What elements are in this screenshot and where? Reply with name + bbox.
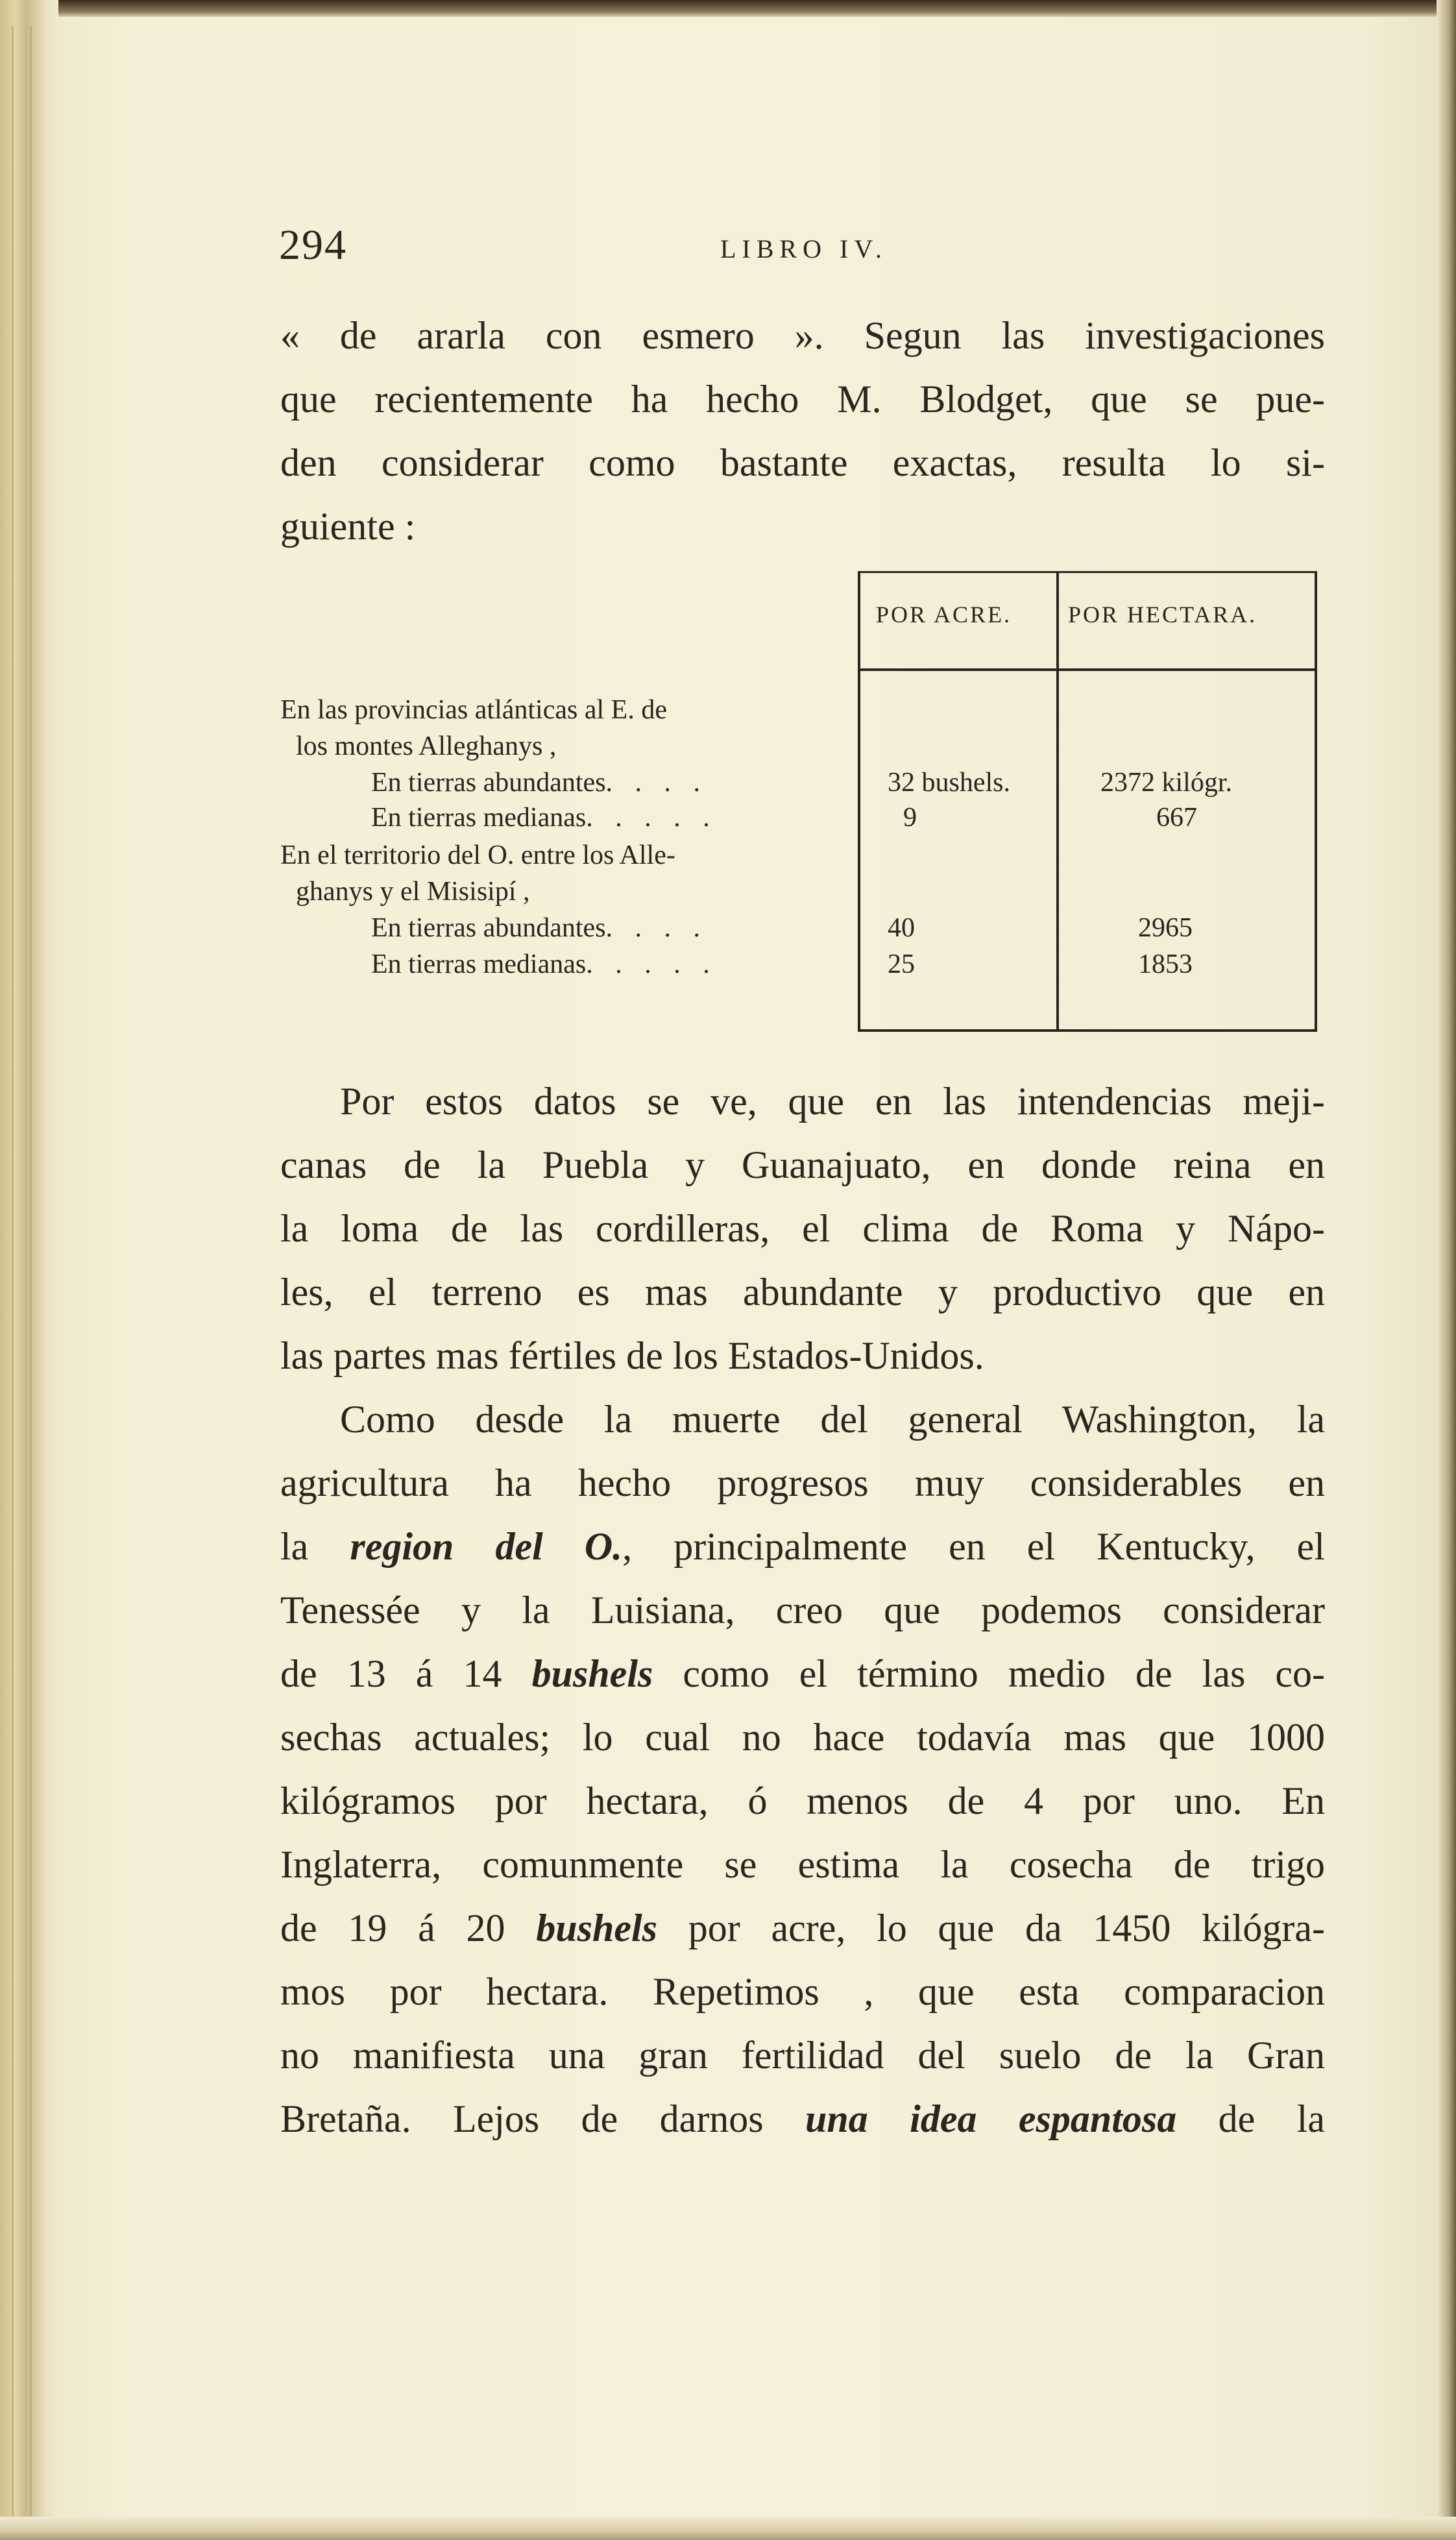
text-line: agricultura ha hecho progresos muy considerables en — [280, 1461, 1325, 1504]
cell-acre: 40 — [888, 913, 915, 943]
text-line: no manifiesta una gran fertilidad del suelo de la Gran — [280, 2034, 1325, 2077]
text-run: , principalmente en el Kentucky, el — [622, 1525, 1325, 1568]
row-label-text: En tierras medianas — [371, 949, 587, 979]
text-run: la — [280, 1525, 350, 1568]
text-line — [280, 1896, 1325, 1960]
text-run: Bretaña. Lejos de darnos — [280, 2097, 806, 2140]
page-bottom-edge — [0, 2517, 1456, 2540]
row-label-text: En tierras abundantes — [371, 768, 606, 798]
intro-paragraph — [280, 304, 1325, 558]
dot-leader: . . . . . — [586, 949, 718, 979]
book-gutter — [0, 0, 58, 2540]
text-run: como el término medio de las co- — [653, 1652, 1325, 1695]
cell-hectara: 2372 kilógr. — [1100, 768, 1233, 798]
row-label: En el territorio del O. entre los Alle- — [280, 840, 675, 870]
text-line: sechas actuales; lo cual no hace todavía mas que 1000 — [280, 1716, 1325, 1759]
text-line: Tenessée y la Luisiana, creo que podemos considerar — [280, 1589, 1325, 1631]
cell-acre: 9 — [903, 803, 917, 833]
text-line: guiente : — [280, 505, 416, 548]
text-line — [280, 1642, 1325, 1705]
text-line: mos por hectara. Repetimos , que esta comparacion — [280, 1970, 1325, 2013]
text-line: las partes mas fértiles de los Estados-Unidos. — [280, 1334, 984, 1377]
text-line — [280, 1515, 1325, 1578]
row-label — [371, 802, 718, 833]
cell-acre: 32 bushels. — [888, 768, 1010, 798]
text-line: la loma de las cordilleras, el clima de Roma y Nápo- — [280, 1207, 1325, 1250]
col-header-por-hectara: POR HECTARA. — [1068, 602, 1257, 628]
italic-run: bushels — [531, 1652, 653, 1695]
cell-hectara: 667 — [1156, 803, 1197, 833]
text-line — [280, 2087, 1325, 2151]
italic-run: una idea espantosa — [805, 2097, 1177, 2140]
text-run: de 19 á 20 — [280, 1907, 537, 1949]
cell-hectara: 2965 — [1138, 913, 1193, 943]
text-line: den considerar como bastante exactas, resulta lo si- — [280, 441, 1325, 484]
row-label-text: En tierras medianas — [371, 803, 587, 833]
running-head: LIBRO IV. — [720, 234, 888, 263]
page-header — [279, 221, 1330, 279]
yield-table — [280, 571, 1318, 1038]
row-label-text: En tierras abundantes — [371, 913, 606, 943]
row-label — [371, 767, 708, 798]
cell-acre: 25 — [888, 949, 915, 979]
row-label: los montes Alleghanys , — [296, 731, 557, 761]
gutter-line — [12, 26, 14, 2531]
cell-hectara: 1853 — [1138, 949, 1193, 979]
row-label — [371, 912, 708, 944]
col-header-por-acre: POR ACRE. — [876, 602, 1012, 628]
page-right-edge — [1437, 0, 1456, 2540]
text-run: por acre, lo que da 1450 kilógra- — [657, 1907, 1326, 1949]
text-run: de la — [1176, 2097, 1325, 2140]
dot-leader: . . . . . — [586, 803, 718, 833]
text-line: « de ararla con esmero ». Segun las investigaciones — [280, 314, 1325, 357]
text-run: de 13 á 14 — [280, 1652, 532, 1695]
text-line: Por estos datos se ve, que en las intendencias meji- — [340, 1080, 1325, 1123]
paragraph-2 — [280, 1387, 1325, 2151]
dot-leader: . . . . — [605, 913, 709, 943]
gutter-line — [30, 26, 32, 2531]
text-line: les, el terreno es mas abundante y productivo que en — [280, 1271, 1325, 1313]
text-line: Como desde la muerte del general Washington, la — [340, 1398, 1325, 1441]
page-top-edge — [0, 0, 1456, 17]
paragraph-1 — [280, 1069, 1325, 1387]
table-header-divider — [858, 668, 1317, 671]
table-frame — [858, 571, 1317, 1032]
page-number: 294 — [279, 221, 347, 269]
dot-leader: . . . . — [605, 768, 709, 798]
row-label — [371, 949, 718, 980]
text-line: canas de la Puebla y Guanajuato, en donde reina en — [280, 1143, 1325, 1186]
text-line: Inglaterra, comunmente se estima la cosecha de trigo — [280, 1843, 1325, 1886]
row-label: ghanys y el Misisipí , — [296, 877, 530, 907]
table-column-divider — [1056, 571, 1059, 1032]
text-line: que recientemente ha hecho M. Blodget, que se pue- — [280, 378, 1325, 421]
text-line: kilógramos por hectara, ó menos de 4 por uno. En — [280, 1779, 1325, 1822]
row-label: En las provincias atlánticas al E. de — [280, 695, 667, 725]
italic-run: region del O. — [350, 1525, 623, 1568]
italic-run: bushels — [536, 1907, 658, 1949]
